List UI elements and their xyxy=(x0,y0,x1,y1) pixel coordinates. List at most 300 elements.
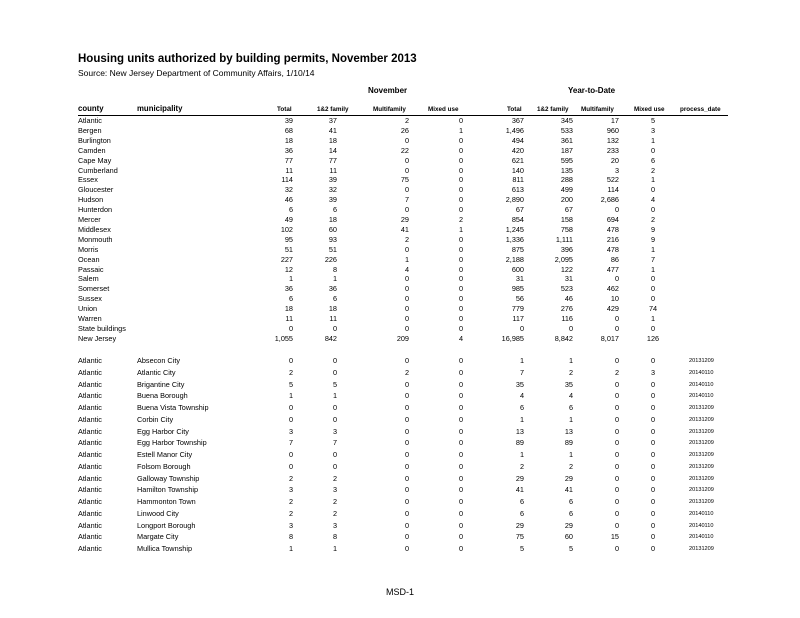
cell-ytd-mixed: 3 xyxy=(650,125,656,135)
cell-ytd-mixed: 0 xyxy=(650,544,656,554)
cell-total: 77 xyxy=(284,155,293,165)
cell-ytd-total: 6 xyxy=(519,403,524,413)
cell-ytd-mixed: 2 xyxy=(650,215,656,224)
table-row xyxy=(0,284,800,294)
cell-ytd-multifamily: 0 xyxy=(614,414,619,424)
cell-ytd-total: 621 xyxy=(511,155,524,165)
cell-multifamily: 4 xyxy=(404,264,409,274)
cell-ytd-family: 288 xyxy=(560,175,573,185)
cell-ytd-total: 613 xyxy=(511,185,524,195)
cell-ytd-mixed: 74 xyxy=(648,304,658,314)
cell-ytd-total: 6 xyxy=(519,497,524,507)
cell-mixed: 0 xyxy=(458,473,463,483)
cell-municipality: Mullica Township xyxy=(137,544,193,554)
cell-ytd-family: 758 xyxy=(560,224,573,234)
cell-total: 36 xyxy=(284,284,293,294)
cell-county: Gloucester xyxy=(78,185,114,195)
cell-family: 18 xyxy=(328,215,337,224)
cell-ytd-family: 187 xyxy=(560,145,573,155)
table-row xyxy=(0,509,800,519)
cell-ytd-family: 8,842 xyxy=(554,333,573,343)
cell-municipality: Brigantine City xyxy=(137,379,185,389)
table-row xyxy=(0,485,800,495)
table-row xyxy=(0,314,800,324)
cell-mixed: 0 xyxy=(458,314,463,323)
cell-multifamily: 2 xyxy=(404,234,409,244)
cell-ytd-mixed: 0 xyxy=(650,414,656,424)
cell-county: Union xyxy=(78,304,98,314)
cell-ytd-total: 2,188 xyxy=(505,254,524,264)
cell-multifamily: 0 xyxy=(404,473,409,483)
cell-multifamily: 0 xyxy=(404,155,409,165)
cell-family: 0 xyxy=(332,356,337,365)
cell-ytd-family: 396 xyxy=(560,244,573,254)
cell-ytd-family: 6 xyxy=(568,508,573,518)
cell-county: State buildings xyxy=(78,323,126,333)
cell-ytd-mixed: 0 xyxy=(650,473,656,483)
cell-family: 32 xyxy=(328,185,337,195)
cell-process-date: 20131209 xyxy=(689,463,714,470)
cell-ytd-family: 67 xyxy=(564,205,573,215)
cell-ytd-total: 0 xyxy=(519,323,524,333)
cell-process-date: 20140110 xyxy=(689,534,714,541)
cell-ytd-mixed: 0 xyxy=(650,508,656,518)
cell-ytd-mixed: 0 xyxy=(650,520,656,530)
cell-multifamily: 209 xyxy=(396,333,409,343)
cell-multifamily: 0 xyxy=(404,497,409,507)
header-ytd-total: Total xyxy=(507,106,522,113)
cell-total: 46 xyxy=(284,195,293,205)
report-title: Housing units authorized by building permits, November 2013 xyxy=(78,53,417,65)
table-row xyxy=(0,225,800,235)
cell-ytd-multifamily: 477 xyxy=(606,264,619,274)
report-source: Source: New Jersey Department of Community Affairs, 1/10/14 xyxy=(78,68,315,78)
cell-ytd-total: 5 xyxy=(519,544,524,554)
cell-municipality: Folsom Borough xyxy=(137,461,191,471)
cell-total: 68 xyxy=(284,125,293,135)
cell-mixed: 0 xyxy=(458,426,463,436)
cell-ytd-total: 140 xyxy=(511,165,524,175)
cell-county: Atlantic xyxy=(78,544,102,554)
table-row xyxy=(0,185,800,195)
table-row xyxy=(0,175,800,185)
cell-county: Cumberland xyxy=(78,165,118,175)
cell-family: 6 xyxy=(332,205,337,215)
cell-multifamily: 0 xyxy=(404,532,409,542)
cell-ytd-total: 2,890 xyxy=(505,195,524,205)
cell-ytd-total: 16,985 xyxy=(501,333,524,343)
cell-ytd-multifamily: 0 xyxy=(614,403,619,413)
cell-mixed: 0 xyxy=(458,379,463,389)
cell-process-date: 20140110 xyxy=(689,381,714,388)
cell-ytd-total: 6 xyxy=(519,508,524,518)
cell-family: 0 xyxy=(332,461,337,471)
cell-mixed: 0 xyxy=(458,450,463,460)
cell-process-date: 20131209 xyxy=(689,475,714,482)
cell-ytd-multifamily: 478 xyxy=(606,244,619,254)
cell-mixed: 0 xyxy=(458,264,463,274)
cell-total: 114 xyxy=(281,175,293,185)
cell-multifamily: 0 xyxy=(404,461,409,471)
cell-county: Atlantic xyxy=(78,497,102,507)
table-row xyxy=(0,450,800,460)
cell-family: 39 xyxy=(328,175,337,185)
cell-ytd-family: 29 xyxy=(564,520,573,530)
cell-ytd-family: 361 xyxy=(560,135,573,145)
cell-ytd-family: 1,111 xyxy=(555,234,573,244)
cell-ytd-multifamily: 0 xyxy=(614,379,619,389)
header-county: county xyxy=(78,104,104,113)
cell-municipality: Egg Harbor Township xyxy=(137,438,207,448)
cell-total: 0 xyxy=(288,414,293,424)
cell-total: 12 xyxy=(284,264,293,274)
table-row xyxy=(0,126,800,136)
cell-ytd-mixed: 0 xyxy=(650,461,656,471)
group-header-november: November xyxy=(368,86,408,95)
cell-ytd-mixed: 126 xyxy=(646,333,660,343)
cell-family: 0 xyxy=(332,450,337,460)
cell-process-date: 20140110 xyxy=(689,369,714,376)
cell-multifamily: 0 xyxy=(404,135,409,145)
cell-multifamily: 0 xyxy=(404,485,409,495)
cell-mixed: 0 xyxy=(458,532,463,542)
cell-mixed: 0 xyxy=(458,165,463,175)
cell-mixed: 0 xyxy=(458,414,463,424)
cell-ytd-family: 2 xyxy=(568,461,573,471)
table-row xyxy=(0,245,800,255)
table-row xyxy=(0,532,800,542)
cell-ytd-multifamily: 0 xyxy=(614,450,619,460)
table-row xyxy=(0,116,800,126)
cell-ytd-mixed: 0 xyxy=(650,391,656,401)
table-row xyxy=(0,255,800,265)
cell-total: 3 xyxy=(288,520,293,530)
cell-ytd-multifamily: 0 xyxy=(614,356,619,365)
cell-county: Atlantic xyxy=(78,508,102,518)
cell-ytd-multifamily: 10 xyxy=(610,294,619,304)
cell-total: 5 xyxy=(288,379,293,389)
cell-mixed: 0 xyxy=(458,135,463,145)
cell-family: 60 xyxy=(328,224,337,234)
cell-ytd-multifamily: 478 xyxy=(606,224,619,234)
cell-ytd-family: 200 xyxy=(560,195,573,205)
table-row xyxy=(0,324,800,334)
cell-ytd-mixed: 0 xyxy=(650,379,656,389)
cell-municipality: Buena Borough xyxy=(137,391,188,401)
header-multifamily: Multifamily xyxy=(373,106,406,113)
header-ytd-multifamily: Multifamily xyxy=(581,106,614,113)
cell-family: 6 xyxy=(332,294,337,304)
cell-ytd-multifamily: 3 xyxy=(614,165,619,175)
cell-multifamily: 0 xyxy=(404,314,409,323)
cell-family: 93 xyxy=(328,234,337,244)
table-row xyxy=(0,265,800,275)
cell-county: Sussex xyxy=(78,294,102,304)
cell-multifamily: 0 xyxy=(404,450,409,460)
cell-ytd-family: 35 xyxy=(564,379,573,389)
cell-ytd-mixed: 1 xyxy=(650,175,656,185)
cell-total: 0 xyxy=(288,461,293,471)
cell-county: Hudson xyxy=(78,195,104,205)
table-row xyxy=(0,274,800,284)
cell-ytd-multifamily: 114 xyxy=(607,185,619,195)
cell-ytd-family: 276 xyxy=(560,304,573,314)
cell-municipality: Hammonton Town xyxy=(137,497,196,507)
cell-ytd-mixed: 1 xyxy=(650,264,656,274)
cell-family: 7 xyxy=(332,438,337,448)
cell-ytd-mixed: 4 xyxy=(650,195,656,205)
cell-county: Passaic xyxy=(78,264,104,274)
cell-ytd-mixed: 7 xyxy=(650,254,656,264)
cell-ytd-multifamily: 0 xyxy=(614,274,619,284)
cell-county: Atlantic xyxy=(78,367,102,377)
header-ytd-mixed: Mixed use xyxy=(634,106,665,113)
cell-family: 36 xyxy=(328,284,337,294)
cell-family: 2 xyxy=(332,497,337,507)
cell-county: Atlantic xyxy=(78,391,102,401)
cell-ytd-mixed: 0 xyxy=(650,284,656,294)
cell-ytd-family: 89 xyxy=(564,438,573,448)
cell-mixed: 0 xyxy=(458,195,463,205)
cell-ytd-total: 875 xyxy=(511,244,524,254)
cell-county: Morris xyxy=(78,244,99,254)
cell-family: 11 xyxy=(329,314,337,323)
table-row xyxy=(0,156,800,166)
cell-mixed: 0 xyxy=(458,185,463,195)
cell-family: 41 xyxy=(328,125,337,135)
table-row xyxy=(0,294,800,304)
cell-ytd-family: 2,095 xyxy=(554,254,573,264)
cell-municipality: Corbin City xyxy=(137,414,174,424)
cell-process-date: 20131209 xyxy=(689,440,714,447)
cell-family: 8 xyxy=(332,532,337,542)
cell-mixed: 0 xyxy=(458,544,463,554)
cell-ytd-total: 600 xyxy=(511,264,524,274)
table-row xyxy=(0,166,800,176)
cell-ytd-mixed: 0 xyxy=(650,403,656,413)
cell-family: 0 xyxy=(332,323,337,333)
table-row xyxy=(0,391,800,401)
cell-ytd-multifamily: 0 xyxy=(614,473,619,483)
table-row xyxy=(0,304,800,314)
cell-mixed: 0 xyxy=(458,254,463,264)
cell-county: Camden xyxy=(78,145,106,155)
cell-county: Atlantic xyxy=(78,379,102,389)
cell-county: Atlantic xyxy=(78,426,102,436)
cell-multifamily: 0 xyxy=(404,323,409,333)
cell-total: 39 xyxy=(284,116,293,125)
cell-family: 11 xyxy=(329,165,337,175)
cell-process-date: 20131209 xyxy=(689,416,714,423)
table-row xyxy=(0,521,800,531)
cell-ytd-family: 46 xyxy=(564,294,573,304)
cell-mixed: 0 xyxy=(458,438,463,448)
cell-multifamily: 0 xyxy=(404,391,409,401)
cell-ytd-mixed: 0 xyxy=(650,485,656,495)
cell-mixed: 0 xyxy=(458,145,463,155)
cell-multifamily: 0 xyxy=(404,205,409,215)
cell-multifamily: 2 xyxy=(404,116,409,125)
cell-total: 95 xyxy=(284,234,293,244)
cell-family: 2 xyxy=(332,508,337,518)
cell-ytd-family: 41 xyxy=(564,485,573,495)
header-ytd-family: 1&2 family xyxy=(537,106,569,113)
cell-ytd-multifamily: 694 xyxy=(606,215,619,224)
cell-multifamily: 0 xyxy=(404,165,409,175)
cell-family: 0 xyxy=(332,367,337,377)
cell-total: 1,055 xyxy=(274,333,293,343)
cell-county: Atlantic xyxy=(78,116,102,125)
cell-family: 1 xyxy=(332,391,337,401)
cell-mixed: 0 xyxy=(458,155,463,165)
cell-multifamily: 0 xyxy=(404,244,409,254)
table-row xyxy=(0,356,800,366)
cell-ytd-total: 420 xyxy=(511,145,524,155)
cell-total: 2 xyxy=(288,508,293,518)
cell-ytd-family: 595 xyxy=(560,155,573,165)
cell-ytd-multifamily: 17 xyxy=(610,116,619,125)
cell-ytd-total: 2 xyxy=(519,461,524,471)
header-mixed: Mixed use xyxy=(428,106,459,113)
cell-mixed: 0 xyxy=(458,175,463,185)
cell-mixed: 2 xyxy=(458,215,463,224)
cell-municipality: Galloway Township xyxy=(137,473,200,483)
cell-family: 5 xyxy=(332,379,337,389)
cell-ytd-multifamily: 0 xyxy=(614,323,619,333)
cell-total: 1 xyxy=(288,274,293,284)
cell-county: Ocean xyxy=(78,254,100,264)
cell-county: Atlantic xyxy=(78,473,102,483)
cell-mixed: 0 xyxy=(458,244,463,254)
cell-ytd-family: 5 xyxy=(568,544,573,554)
cell-multifamily: 0 xyxy=(404,379,409,389)
cell-municipality: Estell Manor City xyxy=(137,450,193,460)
group-header-ytd: Year-to-Date xyxy=(568,86,616,95)
cell-mixed: 0 xyxy=(458,234,463,244)
cell-mixed: 1 xyxy=(458,125,463,135)
header-process-date: process_date xyxy=(680,106,721,113)
cell-county: Monmouth xyxy=(78,234,113,244)
table-row xyxy=(0,474,800,484)
cell-county: Atlantic xyxy=(78,356,102,365)
table-row xyxy=(0,427,800,437)
cell-multifamily: 0 xyxy=(404,544,409,554)
cell-ytd-total: 41 xyxy=(515,485,524,495)
table-row xyxy=(0,215,800,225)
cell-process-date: 20131209 xyxy=(689,358,714,364)
cell-multifamily: 26 xyxy=(400,125,409,135)
cell-total: 1 xyxy=(288,391,293,401)
cell-ytd-total: 29 xyxy=(515,473,524,483)
cell-mixed: 0 xyxy=(458,508,463,518)
cell-mixed: 0 xyxy=(458,391,463,401)
cell-ytd-family: 2 xyxy=(568,367,573,377)
cell-county: Atlantic xyxy=(78,485,102,495)
cell-ytd-total: 29 xyxy=(515,520,524,530)
cell-municipality: Longport Borough xyxy=(137,520,196,530)
cell-family: 226 xyxy=(324,254,337,264)
cell-family: 39 xyxy=(328,195,337,205)
cell-ytd-family: 13 xyxy=(564,426,573,436)
cell-county: Warren xyxy=(78,314,102,323)
cell-ytd-family: 1 xyxy=(568,414,573,424)
table-row xyxy=(0,438,800,448)
cell-ytd-family: 533 xyxy=(560,125,573,135)
cell-mixed: 0 xyxy=(458,274,463,284)
cell-total: 0 xyxy=(288,356,293,365)
cell-ytd-multifamily: 429 xyxy=(606,304,619,314)
cell-multifamily: 1 xyxy=(404,254,409,264)
cell-ytd-multifamily: 0 xyxy=(614,520,619,530)
cell-ytd-multifamily: 0 xyxy=(614,508,619,518)
cell-family: 0 xyxy=(332,403,337,413)
cell-ytd-mixed: 1 xyxy=(650,244,656,254)
cell-family: 18 xyxy=(328,304,337,314)
cell-ytd-multifamily: 15 xyxy=(610,532,619,542)
cell-ytd-multifamily: 462 xyxy=(606,284,619,294)
cell-mixed: 0 xyxy=(458,461,463,471)
cell-process-date: 20140110 xyxy=(689,393,714,400)
cell-multifamily: 0 xyxy=(404,426,409,436)
cell-ytd-total: 67 xyxy=(515,205,524,215)
cell-ytd-family: 1 xyxy=(568,356,573,365)
cell-ytd-family: 122 xyxy=(560,264,573,274)
table-row xyxy=(0,334,800,344)
cell-ytd-multifamily: 0 xyxy=(614,485,619,495)
cell-family: 18 xyxy=(328,135,337,145)
cell-ytd-total: 4 xyxy=(519,391,524,401)
cell-family: 51 xyxy=(328,244,337,254)
cell-mixed: 0 xyxy=(458,403,463,413)
cell-ytd-total: 985 xyxy=(511,284,524,294)
cell-county: Atlantic xyxy=(78,520,102,530)
cell-process-date: 20131209 xyxy=(689,546,714,553)
cell-mixed: 0 xyxy=(458,497,463,507)
cell-municipality: Atlantic City xyxy=(137,367,176,377)
cell-ytd-total: 1,496 xyxy=(505,125,524,135)
cell-ytd-family: 135 xyxy=(560,165,573,175)
cell-mixed: 0 xyxy=(458,284,463,294)
cell-ytd-mixed: 0 xyxy=(650,532,656,542)
cell-total: 6 xyxy=(288,205,293,215)
cell-ytd-mixed: 1 xyxy=(650,135,656,145)
cell-ytd-mixed: 0 xyxy=(650,185,656,195)
cell-ytd-multifamily: 86 xyxy=(610,254,619,264)
cell-family: 842 xyxy=(324,333,337,343)
cell-ytd-mixed: 6 xyxy=(650,155,656,165)
cell-county: Middlesex xyxy=(78,224,111,234)
cell-multifamily: 29 xyxy=(400,215,409,224)
cell-mixed: 0 xyxy=(458,205,463,215)
cell-ytd-total: 31 xyxy=(515,274,524,284)
cell-ytd-multifamily: 8,017 xyxy=(600,333,619,343)
cell-ytd-total: 117 xyxy=(512,314,524,323)
cell-process-date: 20131209 xyxy=(689,499,714,506)
cell-ytd-mixed: 5 xyxy=(650,116,656,125)
cell-total: 3 xyxy=(288,426,293,436)
header-municipality: municipality xyxy=(137,104,183,113)
cell-total: 18 xyxy=(284,135,293,145)
cell-total: 49 xyxy=(284,215,293,224)
cell-multifamily: 0 xyxy=(404,274,409,284)
cell-municipality: Linwood City xyxy=(137,508,179,518)
cell-total: 2 xyxy=(288,473,293,483)
cell-ytd-multifamily: 522 xyxy=(606,175,619,185)
cell-ytd-family: 345 xyxy=(560,116,573,125)
table-row xyxy=(0,368,800,378)
table-row xyxy=(0,380,800,390)
cell-ytd-total: 494 xyxy=(511,135,524,145)
